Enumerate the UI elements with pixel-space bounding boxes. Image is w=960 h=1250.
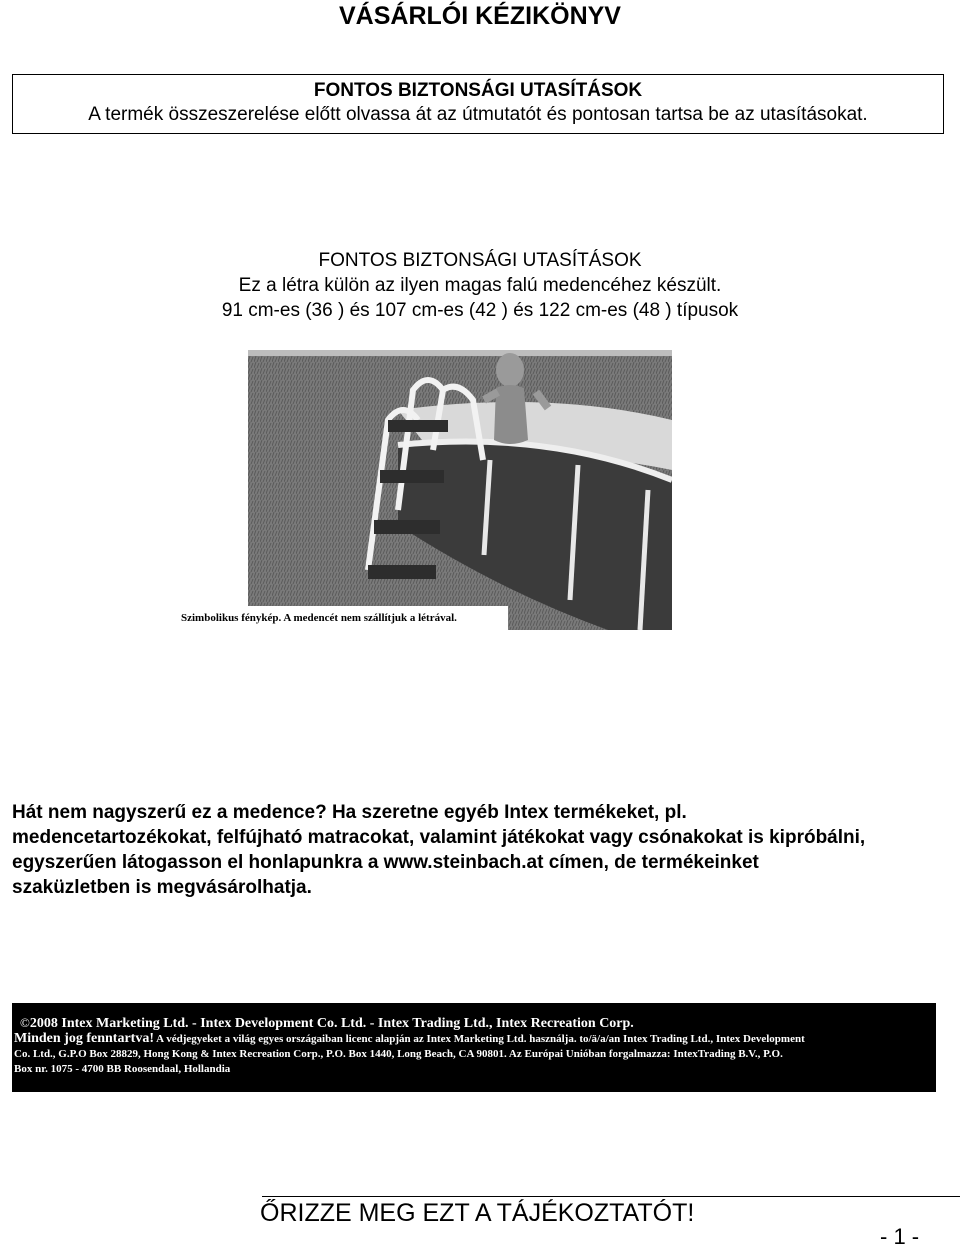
copyright-line-2 [14,1031,936,1047]
pool-ladder-illustration [248,350,672,630]
trademark-text: A védjegyeket a világ egyes országaiban licenc alapján az Intex Marketing Ltd. használja. to/ä/a/an Intex Trading Ltd., Intex Development [156,1033,805,1045]
copyright-symbol: © [20,1015,30,1030]
keep-notice: ŐRIZZE MEG EZT A TÁJÉKOZTATÓT! [260,1199,695,1227]
copyright-line-1 [14,1015,936,1031]
promo-line-3: egyszerűen látogasson el honlapunkra a www.steinbach.at címen, de termékeinket [12,852,759,873]
footer-divider [262,1196,960,1197]
page-number: - 1 - [880,1224,920,1249]
safety-instructions-section [0,248,960,323]
promo-line-4: szaküzletben is megvásárolhatja. [12,877,312,898]
document-title: VÁSÁRLÓI KÉZIKÖNYV [339,2,621,30]
safety-box-text: A termék összeszerelése előtt olvassa át az útmutatót és pontosan tartsa be az utasításokat. [88,104,868,125]
rights-reserved: Minden jog fenntartva! [14,1031,154,1046]
safety-section-line-2: 91 cm-es (36 ) és 107 cm-es (42 ) és 122 cm-es (48 ) típusok [221,300,739,321]
promo-line-1: Hát nem nagyszerű ez a medence? Ha szeretne egyéb Intex termékeket, pl. [12,802,687,823]
safety-section-heading: FONTOS BIZTONSÁGI UTASÍTÁSOK [318,250,642,271]
safety-instructions-box [12,74,944,134]
copyright-block [12,1003,936,1092]
promo-line-2: medencetartozékokat, felfújható matracokat, valamint játékokat vagy csónakokat is kipróbálni, [12,827,866,848]
safety-box-heading: FONTOS BIZTONSÁGI UTASÍTÁSOK [313,80,643,101]
copyright-line-3: Co. Ltd., G.P.O Box 28829, Hong Kong & Intex Recreation Corp., P.O. Box 1440, Long Beach, CA 90801. Az Európai Unióban forgalmazza: IntexTrading B.V., P.O. [14,1048,783,1060]
promo-paragraph [12,800,947,900]
photo-caption: Szimbolikus fénykép. A medencét nem szállítjuk a létrával. [175,606,508,630]
copyright-line-4: Box nr. 1075 - 4700 BB Roosendaal, Hollandia [14,1063,231,1075]
safety-section-line-1: Ez a létra külön az ilyen magas falú medencéhez készült. [238,275,722,296]
copyright-companies: 2008 Intex Marketing Ltd. - Intex Development Co. Ltd. - Intex Trading Ltd., Intex Recreation Corp. [29,1016,634,1031]
pool-ladder-photo [248,350,672,630]
